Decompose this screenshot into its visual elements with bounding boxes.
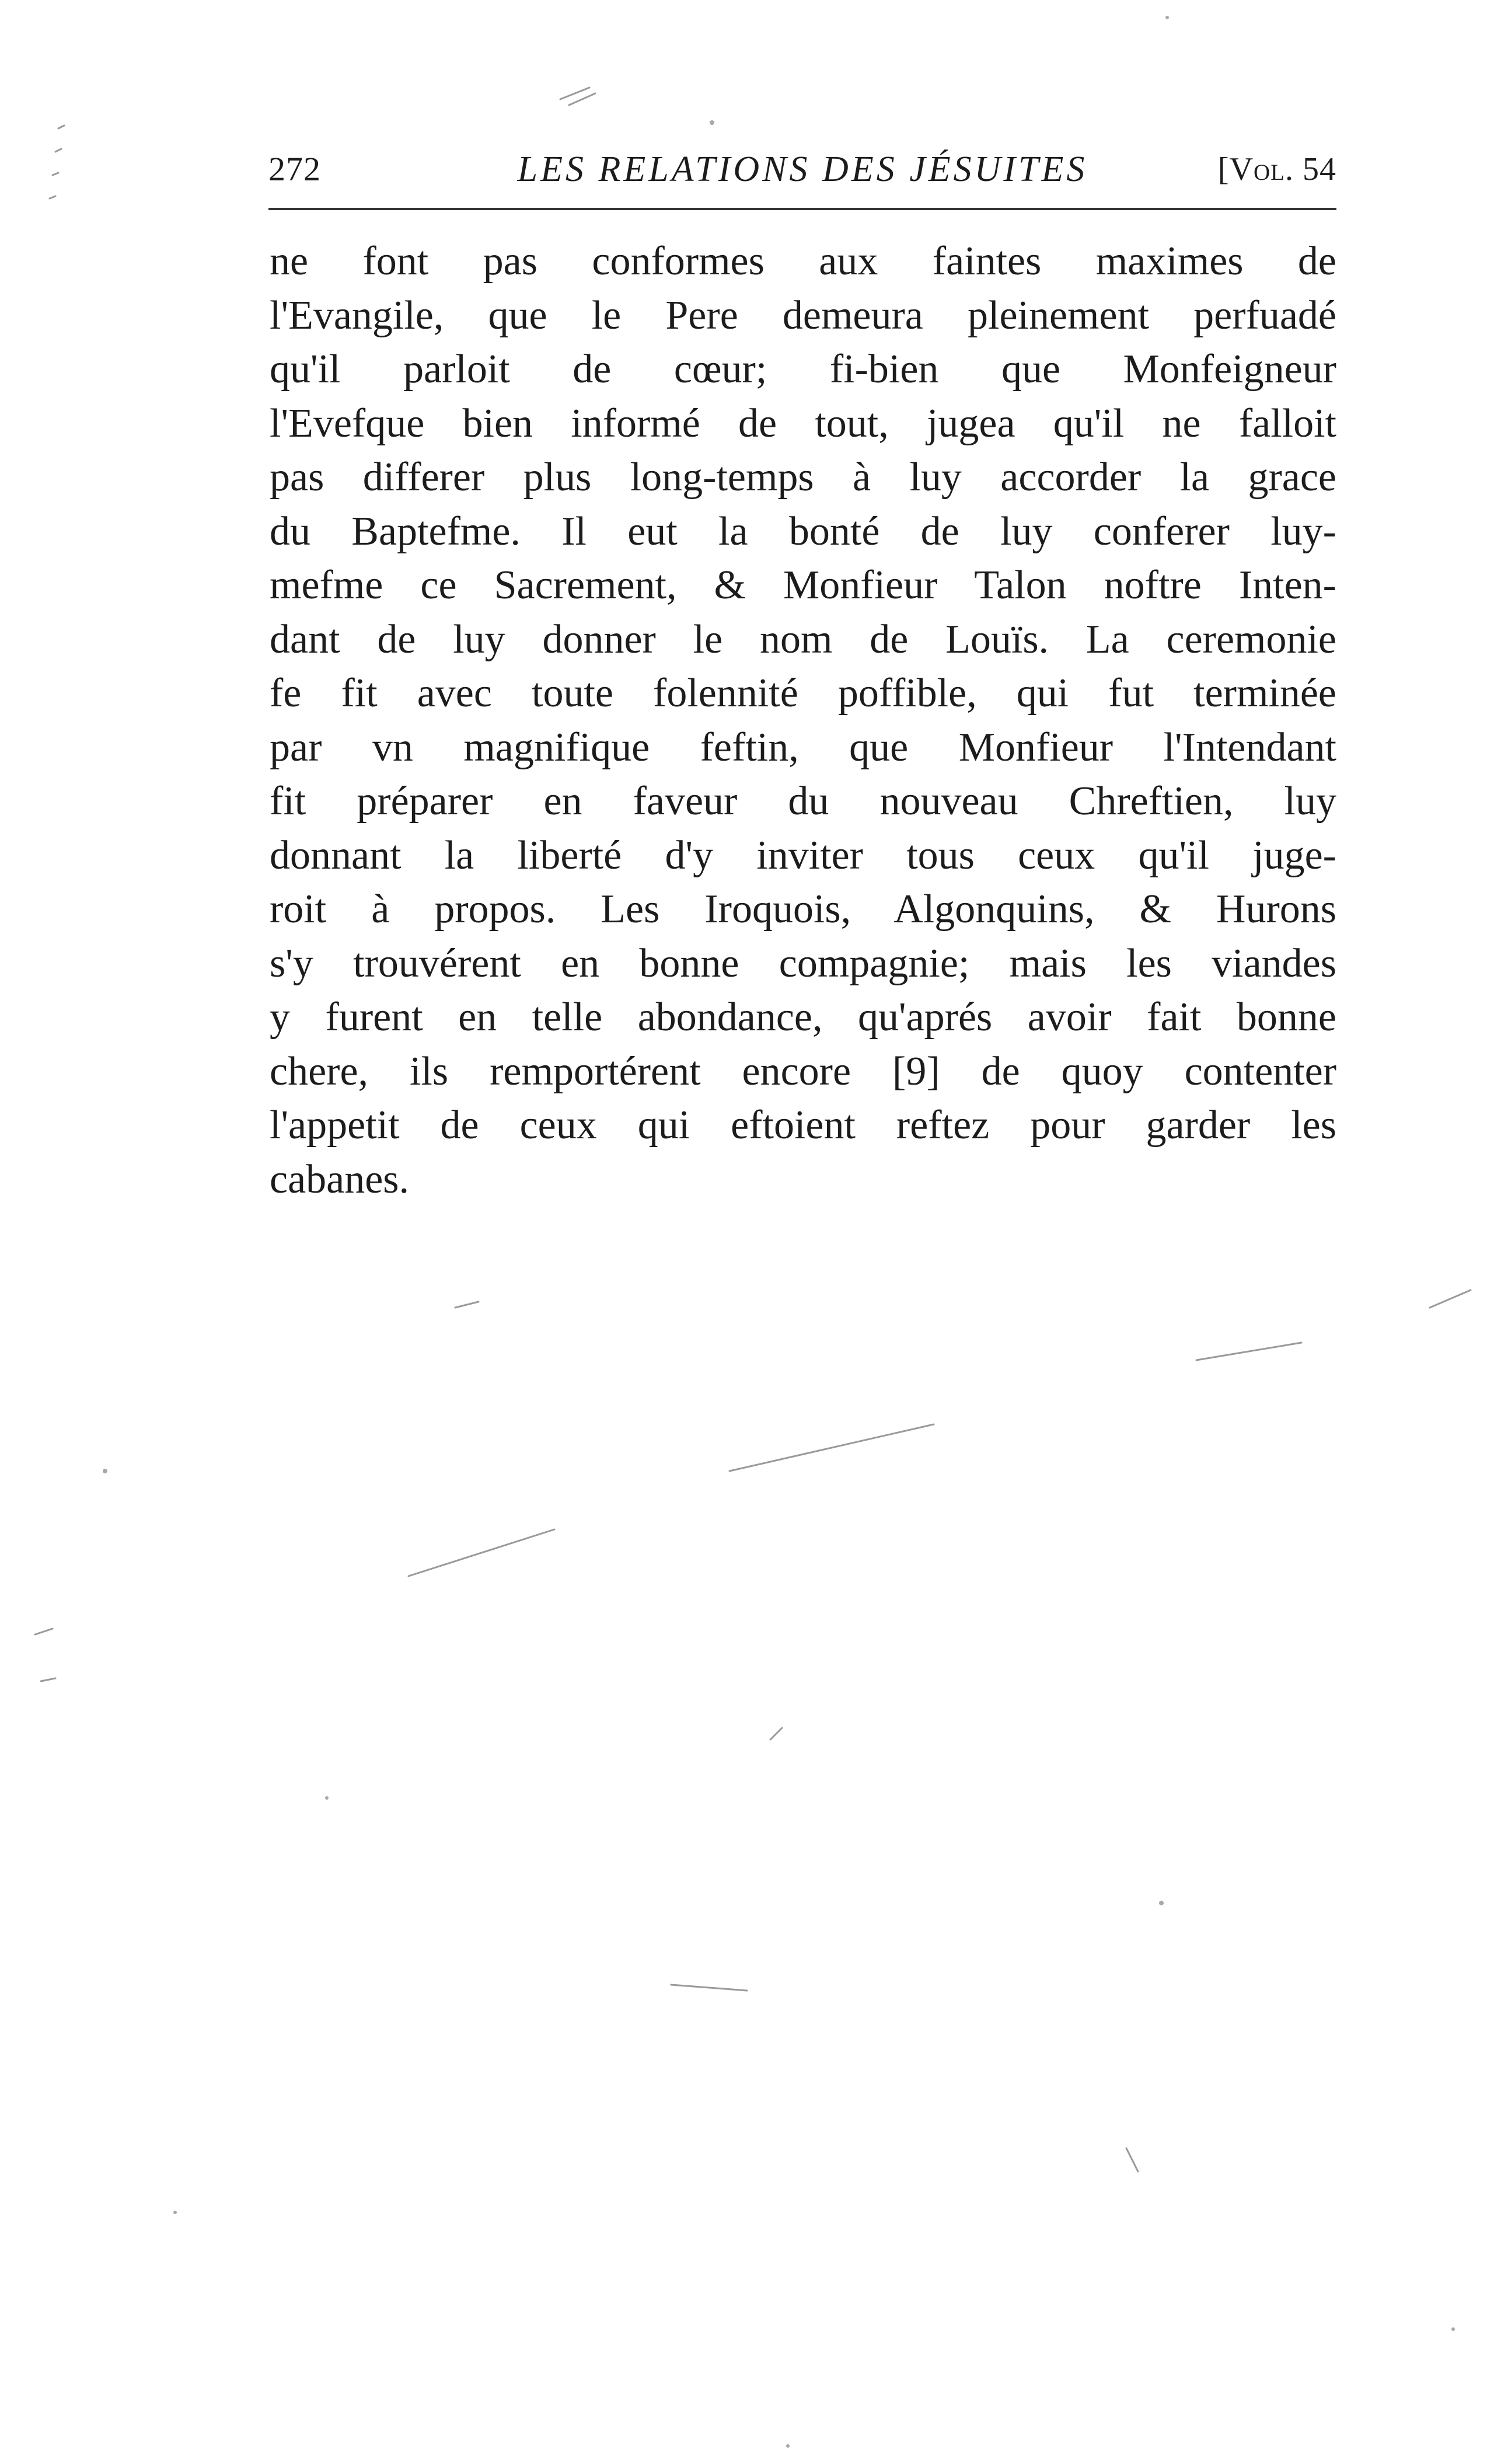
- text-line: ne font pas conformes aux faintes maximes de: [270, 239, 1336, 284]
- page-number: 272: [268, 150, 321, 188]
- running-head: [268, 143, 1336, 196]
- text-line: l'Evangile, que le Pere demeura pleinement perfuadé: [270, 292, 1336, 338]
- text-line: qu'il parloit de cœur; fi-bien que Monfeigneur: [270, 347, 1336, 392]
- text-line: dant de luy donner le nom de Louïs. La ceremonie: [270, 616, 1336, 662]
- text-line: par vn magnifique feftin, que Monfieur l'Intendant: [270, 724, 1336, 770]
- text-line: du Baptefme. Il eut la bonté de luy conferer luy-: [270, 508, 1336, 554]
- text-line: donnant la liberté d'y inviter tous ceux qu'il juge-: [270, 832, 1336, 878]
- text-line: l'appetit de ceux qui eftoient reftez pour garder les: [270, 1103, 1336, 1148]
- text-line: mefme ce Sacrement, & Monfieur Talon noftre Inten-: [270, 563, 1336, 608]
- text-line: fe fit avec toute folennité poffible, qui fut terminée: [270, 671, 1336, 716]
- text-line: s'y trouvérent en bonne compagnie; mais les viandes: [270, 940, 1336, 986]
- body-text: [270, 235, 1336, 1207]
- text-line: pas differer plus long-temps à luy accorder la grace: [270, 455, 1336, 500]
- running-title: LES RELATIONS DES JÉSUITES: [517, 149, 1088, 189]
- volume-mark: [Vol. 54: [1217, 151, 1336, 187]
- text-line: fit préparer en faveur du nouveau Chreftien, luy: [270, 779, 1336, 824]
- text-line: cabanes.: [270, 1156, 410, 1202]
- header-rule: [268, 208, 1336, 210]
- text-line: chere, ils remportérent encore [9] de quoy contenter: [270, 1048, 1336, 1094]
- text-line: y furent en telle abondance, qu'aprés avoir fait bonne: [270, 995, 1336, 1040]
- text-line: l'Evefque bien informé de tout, jugea qu'il ne falloit: [270, 400, 1336, 446]
- text-line: roit à propos. Les Iroquois, Algonquins, & Hurons: [270, 887, 1336, 932]
